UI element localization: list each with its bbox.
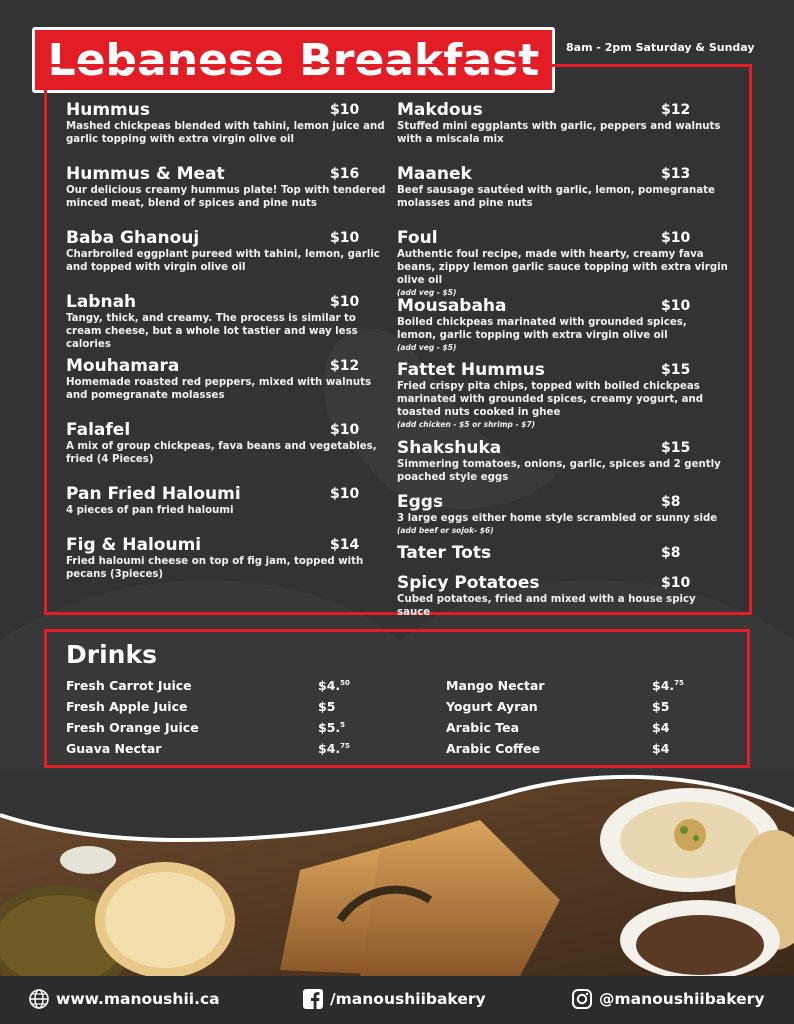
drink-price-main: $4. — [652, 678, 675, 693]
drink-price-cents: 75 — [674, 678, 684, 687]
drink-name: Arabic Coffee — [446, 741, 541, 756]
menu-item — [397, 438, 722, 484]
item-price: $13 — [661, 166, 691, 182]
drink-price — [652, 678, 684, 693]
item-price: $16 — [330, 166, 360, 182]
item-name: Fig & Haloumi — [66, 535, 202, 555]
menu-item — [66, 535, 391, 581]
item-description: Fried crispy pita chips, topped with boiled chickpeas marinated with grounded spices, creamy yogurt, and toasted nuts cooked in ghee — [397, 381, 704, 418]
drink-price-main: $5 — [318, 699, 336, 714]
item-note: (add chicken - $5 or shrimp - $7) — [397, 420, 536, 429]
drink-price — [318, 720, 345, 735]
menu-item — [66, 356, 391, 402]
item-description: 3 large eggs either home style scrambled or sunny side — [397, 513, 718, 524]
item-price: $15 — [661, 440, 691, 456]
page-title: Lebanese Breakfast — [47, 34, 540, 86]
drink-row — [66, 699, 366, 717]
drink-row — [66, 678, 366, 696]
footer — [0, 976, 794, 1024]
item-price: $15 — [661, 362, 691, 378]
drink-row — [446, 720, 706, 738]
item-name: Eggs — [397, 492, 444, 512]
item-name: Shakshuka — [397, 438, 502, 458]
menu-item — [397, 543, 722, 563]
item-description: Cubed potatoes, fried and mixed with a house spicy sauce — [397, 594, 696, 618]
wave-divider — [0, 770, 794, 860]
menu-item — [397, 100, 722, 146]
item-price: $10 — [330, 102, 360, 118]
drink-price-main: $5 — [652, 699, 670, 714]
item-description: Boiled chickpeas marinated with grounded spices, lemon, garlic topping with extra virgin olive oil — [397, 317, 687, 341]
instagram-link[interactable] — [571, 986, 764, 1012]
item-description: Tangy, thick, and creamy. The process is similar to cream cheese, but a whole lot tastier and way less calories — [66, 313, 358, 350]
item-description: Our delicious creamy hummus plate! Top with tendered minced meat, blend of spices and pine nuts — [66, 185, 386, 209]
item-note: (add veg - $5) — [397, 288, 457, 297]
item-name: Baba Ghanouj — [66, 228, 200, 248]
item-name: Falafel — [66, 420, 131, 440]
menu-item — [397, 360, 722, 430]
hours-text: 8am - 2pm Saturday & Sunday — [566, 41, 755, 54]
globe-icon — [28, 988, 50, 1010]
item-price: $10 — [330, 230, 360, 246]
menu-item — [66, 228, 391, 274]
website-link[interactable] — [28, 986, 220, 1012]
item-price: $10 — [661, 230, 691, 246]
drink-price — [318, 699, 335, 714]
item-name: Hummus — [66, 100, 150, 120]
drink-price-cents: 50 — [340, 678, 350, 687]
drink-name: Mango Nectar — [446, 678, 545, 693]
drink-price — [318, 741, 350, 756]
item-price: $14 — [330, 537, 360, 553]
drink-row — [446, 699, 706, 717]
menu-item — [397, 164, 722, 210]
facebook-text: /manoushiibakery — [330, 990, 486, 1008]
drink-row — [66, 741, 366, 759]
drink-price — [652, 720, 669, 735]
item-description: A mix of group chickpeas, fava beans and vegetables, fried (4 Pieces) — [66, 441, 377, 465]
item-description: Stuffed mini eggplants with garlic, peppers and walnuts with a miscala mix — [397, 121, 721, 145]
drink-row — [446, 741, 706, 759]
item-price: $10 — [661, 298, 691, 314]
menu-item — [397, 492, 722, 536]
drink-name: Fresh Carrot Juice — [66, 678, 192, 693]
item-name: Labnah — [66, 292, 137, 312]
item-price: $8 — [661, 545, 681, 561]
instagram-text: @manoushiibakery — [599, 990, 765, 1008]
item-name: Maanek — [397, 164, 472, 184]
drink-price-cents: 75 — [340, 741, 350, 750]
instagram-icon — [571, 988, 593, 1010]
menu-item — [66, 164, 391, 210]
drink-price-main: $4 — [652, 741, 670, 756]
item-name: Tater Tots — [397, 543, 492, 563]
item-price: $10 — [661, 575, 691, 591]
item-price: $10 — [330, 422, 360, 438]
drink-name: Guava Nectar — [66, 741, 162, 756]
menu-item — [66, 420, 391, 466]
drink-price-main: $5. — [318, 720, 341, 735]
item-description: Fried haloumi cheese on top of fig jam, topped with pecans (3pieces) — [66, 556, 364, 580]
drink-price-main: $4. — [318, 741, 341, 756]
drink-price — [652, 741, 669, 756]
item-price: $12 — [330, 358, 360, 374]
drink-name: Fresh Orange Juice — [66, 720, 199, 735]
item-name: Pan Fried Haloumi — [66, 484, 241, 504]
item-note: (add veg - $5) — [397, 343, 457, 352]
drink-row — [446, 678, 706, 696]
drink-price-cents: 5 — [340, 720, 346, 729]
drink-name: Yogurt Ayran — [446, 699, 538, 714]
item-description: Homemade roasted red peppers, mixed with walnuts and pomegranate molasses — [66, 377, 372, 401]
menu-item — [397, 296, 722, 353]
drink-price — [652, 699, 669, 714]
item-price: $8 — [661, 494, 681, 510]
drink-row — [66, 720, 366, 738]
menu-item — [66, 484, 391, 517]
item-description: Beef sausage sautéed with garlic, lemon, pomegranate molasses and pine nuts — [397, 185, 715, 209]
menu-item — [66, 292, 391, 351]
item-description: Mashed chickpeas blended with tahini, lemon juice and garlic topping with extra virgin olive oil — [66, 121, 385, 145]
menu-item — [397, 228, 732, 298]
drinks-title: Drinks — [66, 640, 157, 669]
drink-price-main: $4. — [318, 678, 341, 693]
facebook-link[interactable] — [302, 986, 486, 1012]
item-name: Makdous — [397, 100, 483, 120]
menu-item — [66, 100, 391, 146]
drink-name: Arabic Tea — [446, 720, 520, 735]
item-price: $10 — [330, 294, 360, 310]
item-description: Charbroiled eggplant pureed with tahini, lemon, garlic and topped with virgin olive oil — [66, 249, 380, 273]
item-name: Hummus & Meat — [66, 164, 225, 184]
item-price: $10 — [330, 486, 360, 502]
drink-price — [318, 678, 350, 693]
item-description: Authentic foul recipe, made with hearty, creamy fava beans, zippy lemon garlic sauce topping with extra virgin olive oil — [397, 249, 728, 286]
item-name: Spicy Potatoes — [397, 573, 540, 593]
item-name: Foul — [397, 228, 438, 248]
item-name: Mouhamara — [66, 356, 180, 376]
item-name: Fattet Hummus — [397, 360, 545, 380]
drink-name: Fresh Apple Juice — [66, 699, 188, 714]
drink-price-main: $4 — [652, 720, 670, 735]
website-text: www.manoushii.ca — [56, 990, 220, 1008]
item-description: 4 pieces of pan fried haloumi — [66, 505, 234, 516]
item-note: (add beef or sojok- $6) — [397, 526, 494, 535]
menu-item — [397, 573, 722, 619]
item-description: Simmering tomatoes, onions, garlic, spices and 2 gently poached style eggs — [397, 459, 721, 483]
item-name: Mousabaha — [397, 296, 507, 316]
item-price: $12 — [661, 102, 691, 118]
facebook-icon — [302, 988, 324, 1010]
